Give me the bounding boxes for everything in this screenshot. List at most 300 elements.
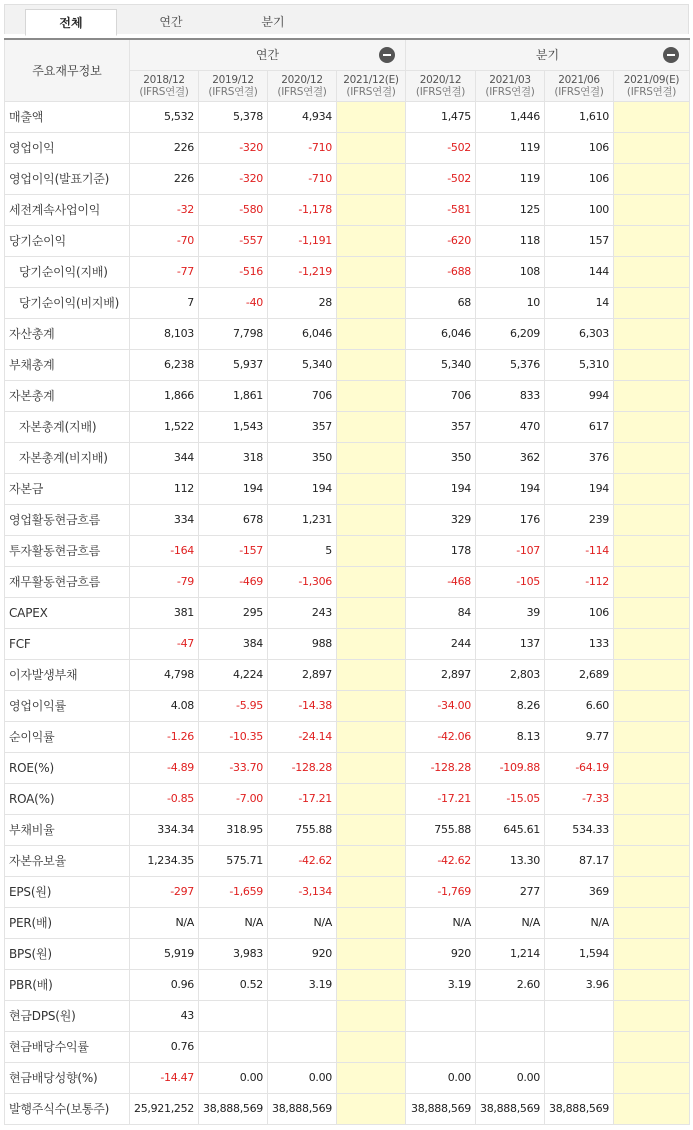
table-cell: [337, 814, 406, 845]
table-cell: [545, 1031, 614, 1062]
table-cell: 376: [545, 442, 614, 473]
table-row: [5, 814, 690, 845]
table-cell: 43: [130, 1000, 199, 1031]
table-cell: 2,803: [476, 659, 545, 690]
table-cell: 1,475: [406, 101, 476, 132]
table-cell: -109.88: [476, 752, 545, 783]
table-row: [5, 163, 690, 194]
tab-all[interactable]: 전체: [25, 9, 117, 36]
period-header: [337, 70, 406, 101]
table-cell: 1,231: [268, 504, 337, 535]
period-header: [545, 70, 614, 101]
row-label: PBR(배): [5, 969, 130, 1000]
table-cell: [614, 721, 690, 752]
row-label: 이자발생부채: [5, 659, 130, 690]
table-cell: 106: [545, 132, 614, 163]
table-row: [5, 597, 690, 628]
table-cell: 381: [130, 597, 199, 628]
period-header: [268, 70, 337, 101]
table-cell: -502: [406, 163, 476, 194]
table-cell: [406, 1031, 476, 1062]
group-header-annual: [130, 39, 406, 70]
table-cell: 5: [268, 535, 337, 566]
table-cell: [614, 814, 690, 845]
table-cell: -10.35: [199, 721, 268, 752]
row-label: 당기순이익(지배): [5, 256, 130, 287]
table-cell: [199, 1000, 268, 1031]
table-cell: 0.76: [130, 1031, 199, 1062]
table-row: [5, 442, 690, 473]
table-cell: 68: [406, 287, 476, 318]
row-label: PER(배): [5, 907, 130, 938]
tab-quarterly[interactable]: 분기: [261, 15, 285, 29]
table-cell: 6,046: [268, 318, 337, 349]
row-label: 자본금: [5, 473, 130, 504]
table-row: [5, 473, 690, 504]
table-cell: [614, 783, 690, 814]
table-row: [5, 132, 690, 163]
row-label: 세전계속사업이익: [5, 194, 130, 225]
table-row: [5, 1000, 690, 1031]
row-label: 현금배당성향(%): [5, 1062, 130, 1093]
table-cell: [614, 473, 690, 504]
table-cell: 5,376: [476, 349, 545, 380]
table-cell: -14.38: [268, 690, 337, 721]
table-cell: [614, 969, 690, 1000]
table-cell: 119: [476, 163, 545, 194]
table-cell: 988: [268, 628, 337, 659]
table-cell: N/A: [130, 907, 199, 938]
table-cell: [614, 194, 690, 225]
table-cell: 112: [130, 473, 199, 504]
collapse-quarterly-icon[interactable]: [663, 47, 679, 63]
period-basis: (IFRS연결): [626, 85, 677, 98]
table-cell: 350: [406, 442, 476, 473]
row-label: 투자활동현금흐름: [5, 535, 130, 566]
row-label: 매출액: [5, 101, 130, 132]
table-row: [5, 721, 690, 752]
table-cell: -17.21: [406, 783, 476, 814]
table-cell: 2.60: [476, 969, 545, 1000]
table-cell: [337, 690, 406, 721]
table-cell: -7.33: [545, 783, 614, 814]
period-basis: (IFRS연결): [277, 85, 327, 98]
table-cell: 38,888,569: [199, 1093, 268, 1124]
row-label: 자본총계(지배): [5, 411, 130, 442]
table-cell: 194: [476, 473, 545, 504]
table-cell: 8.26: [476, 690, 545, 721]
table-cell: [614, 380, 690, 411]
table-cell: 329: [406, 504, 476, 535]
table-cell: 1,446: [476, 101, 545, 132]
period-header: [476, 70, 545, 101]
table-cell: 755.88: [268, 814, 337, 845]
table-cell: -105: [476, 566, 545, 597]
table-cell: 6,303: [545, 318, 614, 349]
table-cell: -557: [199, 225, 268, 256]
table-cell: 157: [545, 225, 614, 256]
group-header-quarterly: [406, 39, 690, 70]
table-cell: N/A: [268, 907, 337, 938]
table-cell: [614, 1031, 690, 1062]
table-cell: [337, 628, 406, 659]
table-cell: -581: [406, 194, 476, 225]
table-cell: [337, 535, 406, 566]
table-cell: -128.28: [406, 752, 476, 783]
table-cell: [614, 504, 690, 535]
table-cell: [545, 1062, 614, 1093]
table-cell: 334.34: [130, 814, 199, 845]
table-cell: -297: [130, 876, 199, 907]
table-cell: 0.96: [130, 969, 199, 1000]
table-row: [5, 752, 690, 783]
table-cell: [337, 225, 406, 256]
table-cell: 106: [545, 163, 614, 194]
table-cell: 6,046: [406, 318, 476, 349]
table-cell: [614, 1093, 690, 1124]
table-row: [5, 969, 690, 1000]
table-row: [5, 504, 690, 535]
table-cell: [614, 690, 690, 721]
table-cell: -710: [268, 163, 337, 194]
table-cell: [614, 1000, 690, 1031]
table-cell: [476, 1031, 545, 1062]
table-cell: 470: [476, 411, 545, 442]
table-cell: -114: [545, 535, 614, 566]
period-basis: (IFRS연결): [208, 85, 258, 98]
table-cell: -3,134: [268, 876, 337, 907]
table-cell: N/A: [406, 907, 476, 938]
table-cell: -0.85: [130, 783, 199, 814]
table-cell: 920: [268, 938, 337, 969]
table-cell: 194: [406, 473, 476, 504]
row-label: 당기순이익(비지배): [5, 287, 130, 318]
table-cell: [614, 907, 690, 938]
row-label: 영업이익: [5, 132, 130, 163]
table-cell: 0.52: [199, 969, 268, 1000]
period-date: 2021/03: [489, 73, 531, 86]
table-cell: 534.33: [545, 814, 614, 845]
table-cell: 334: [130, 504, 199, 535]
table-row: [5, 349, 690, 380]
row-label: 발행주식수(보통주): [5, 1093, 130, 1124]
period-basis: (IFRS연결): [554, 85, 604, 98]
table-cell: 1,522: [130, 411, 199, 442]
row-label: 영업이익률: [5, 690, 130, 721]
table-cell: 318: [199, 442, 268, 473]
table-cell: 1,543: [199, 411, 268, 442]
table-cell: N/A: [199, 907, 268, 938]
table-cell: 4,798: [130, 659, 199, 690]
table-cell: 137: [476, 628, 545, 659]
table-cell: -112: [545, 566, 614, 597]
table-cell: -1,306: [268, 566, 337, 597]
table-cell: -107: [476, 535, 545, 566]
table-cell: 244: [406, 628, 476, 659]
table-cell: -620: [406, 225, 476, 256]
table-cell: [268, 1031, 337, 1062]
table-cell: 125: [476, 194, 545, 225]
table-cell: 194: [545, 473, 614, 504]
period-date: 2020/12: [281, 73, 323, 86]
table-cell: 5,919: [130, 938, 199, 969]
table-cell: [614, 256, 690, 287]
table-cell: 1,861: [199, 380, 268, 411]
tab-annual[interactable]: 연간: [159, 15, 183, 29]
period-basis: (IFRS연결): [346, 85, 396, 98]
table-cell: -42.62: [406, 845, 476, 876]
table-cell: 178: [406, 535, 476, 566]
table-row: [5, 938, 690, 969]
table-row: [5, 907, 690, 938]
table-cell: 5,378: [199, 101, 268, 132]
table-cell: -40: [199, 287, 268, 318]
table-cell: [337, 721, 406, 752]
table-row: [5, 225, 690, 256]
table-cell: -1,659: [199, 876, 268, 907]
row-label: 부채비율: [5, 814, 130, 845]
table-cell: [337, 783, 406, 814]
table-cell: -7.00: [199, 783, 268, 814]
table-cell: 833: [476, 380, 545, 411]
table-cell: [337, 1000, 406, 1031]
period-date: 2019/12: [212, 73, 254, 86]
table-cell: [614, 535, 690, 566]
table-cell: 277: [476, 876, 545, 907]
table-cell: -710: [268, 132, 337, 163]
table-cell: 226: [130, 163, 199, 194]
table-cell: [337, 101, 406, 132]
table-cell: -70: [130, 225, 199, 256]
row-label: 순이익률: [5, 721, 130, 752]
table-cell: 994: [545, 380, 614, 411]
table-cell: 1,610: [545, 101, 614, 132]
table-cell: [614, 101, 690, 132]
table-cell: -164: [130, 535, 199, 566]
financial-summary-table: [4, 38, 690, 1125]
table-cell: [614, 628, 690, 659]
period-date: 2018/12: [143, 73, 185, 86]
table-cell: -320: [199, 163, 268, 194]
row-label: 영업이익(발표기준): [5, 163, 130, 194]
table-cell: -580: [199, 194, 268, 225]
table-cell: 106: [545, 597, 614, 628]
table-cell: -15.05: [476, 783, 545, 814]
row-label: 현금DPS(원): [5, 1000, 130, 1031]
period-basis: (IFRS연결): [139, 85, 189, 98]
table-cell: [337, 380, 406, 411]
table-cell: [337, 566, 406, 597]
table-cell: [337, 163, 406, 194]
table-cell: 87.17: [545, 845, 614, 876]
table-cell: 3.96: [545, 969, 614, 1000]
table-cell: [337, 597, 406, 628]
period-header: [614, 70, 690, 101]
table-cell: [337, 907, 406, 938]
table-cell: -1,191: [268, 225, 337, 256]
table-cell: 7,798: [199, 318, 268, 349]
table-cell: [614, 163, 690, 194]
table-row: [5, 659, 690, 690]
table-cell: 3.19: [268, 969, 337, 1000]
row-label: FCF: [5, 628, 130, 659]
period-date: 2021/12(E): [343, 73, 399, 86]
table-cell: [614, 287, 690, 318]
table-cell: -34.00: [406, 690, 476, 721]
table-cell: 133: [545, 628, 614, 659]
period-date: 2021/06: [558, 73, 600, 86]
table-row: [5, 1093, 690, 1124]
table-cell: [614, 411, 690, 442]
table-cell: [614, 597, 690, 628]
table-cell: 13.30: [476, 845, 545, 876]
table-cell: 575.71: [199, 845, 268, 876]
table-row: [5, 380, 690, 411]
table-cell: 1,214: [476, 938, 545, 969]
table-row: [5, 876, 690, 907]
view-tab-bar: [4, 4, 689, 34]
table-cell: [614, 132, 690, 163]
table-cell: 755.88: [406, 814, 476, 845]
table-cell: [614, 752, 690, 783]
table-cell: 144: [545, 256, 614, 287]
row-label: EPS(원): [5, 876, 130, 907]
table-cell: 5,937: [199, 349, 268, 380]
table-cell: 350: [268, 442, 337, 473]
table-cell: 0.00: [268, 1062, 337, 1093]
table-cell: -24.14: [268, 721, 337, 752]
table-cell: [337, 1093, 406, 1124]
table-cell: -1.26: [130, 721, 199, 752]
row-label: 자본총계: [5, 380, 130, 411]
table-cell: 7: [130, 287, 199, 318]
table-cell: [337, 318, 406, 349]
table-row: [5, 535, 690, 566]
row-label: 영업활동현금흐름: [5, 504, 130, 535]
table-cell: [545, 1000, 614, 1031]
table-cell: 243: [268, 597, 337, 628]
table-cell: -79: [130, 566, 199, 597]
table-cell: [614, 845, 690, 876]
table-cell: 1,866: [130, 380, 199, 411]
table-cell: -14.47: [130, 1062, 199, 1093]
table-cell: -17.21: [268, 783, 337, 814]
table-row: [5, 194, 690, 225]
table-cell: [614, 566, 690, 597]
row-label: 자본총계(비지배): [5, 442, 130, 473]
table-row: [5, 287, 690, 318]
table-cell: [268, 1000, 337, 1031]
row-label: 자산총계: [5, 318, 130, 349]
table-cell: 318.95: [199, 814, 268, 845]
table-cell: 6.60: [545, 690, 614, 721]
table-cell: 3.19: [406, 969, 476, 1000]
table-row: [5, 411, 690, 442]
table-cell: 0.00: [406, 1062, 476, 1093]
table-cell: 362: [476, 442, 545, 473]
table-cell: 176: [476, 504, 545, 535]
table-cell: [337, 845, 406, 876]
table-cell: 38,888,569: [268, 1093, 337, 1124]
table-row: [5, 1062, 690, 1093]
table-row: [5, 1031, 690, 1062]
row-label: ROA(%): [5, 783, 130, 814]
row-label: 재무활동현금흐름: [5, 566, 130, 597]
table-cell: 8,103: [130, 318, 199, 349]
table-cell: [337, 194, 406, 225]
table-cell: 4,224: [199, 659, 268, 690]
table-cell: 920: [406, 938, 476, 969]
table-cell: -33.70: [199, 752, 268, 783]
table-cell: -469: [199, 566, 268, 597]
table-cell: 344: [130, 442, 199, 473]
table-cell: [337, 1031, 406, 1062]
table-row: [5, 845, 690, 876]
table-cell: 100: [545, 194, 614, 225]
group-label-annual: 연간: [255, 48, 280, 63]
table-cell: 4.08: [130, 690, 199, 721]
table-cell: 84: [406, 597, 476, 628]
table-cell: 3,983: [199, 938, 268, 969]
table-cell: [337, 752, 406, 783]
row-label: CAPEX: [5, 597, 130, 628]
collapse-annual-icon[interactable]: [379, 47, 395, 63]
table-cell: -4.89: [130, 752, 199, 783]
table-cell: 194: [268, 473, 337, 504]
table-cell: 2,897: [406, 659, 476, 690]
table-cell: -320: [199, 132, 268, 163]
table-cell: -64.19: [545, 752, 614, 783]
table-cell: 118: [476, 225, 545, 256]
table-row: [5, 256, 690, 287]
table-cell: 645.61: [476, 814, 545, 845]
table-cell: 119: [476, 132, 545, 163]
table-cell: 2,897: [268, 659, 337, 690]
row-label: 부채총계: [5, 349, 130, 380]
table-cell: [337, 256, 406, 287]
period-header: [406, 70, 476, 101]
row-label: BPS(원): [5, 938, 130, 969]
table-cell: 295: [199, 597, 268, 628]
table-cell: [476, 1000, 545, 1031]
table-cell: [199, 1031, 268, 1062]
table-cell: -42.06: [406, 721, 476, 752]
table-cell: [614, 876, 690, 907]
row-label: 현금배당수익률: [5, 1031, 130, 1062]
table-cell: 5,340: [268, 349, 337, 380]
period-header: [130, 70, 199, 101]
table-cell: [337, 938, 406, 969]
table-cell: [337, 287, 406, 318]
period-basis: (IFRS연결): [415, 85, 466, 98]
period-date: 2020/12: [419, 73, 462, 86]
period-date: 2021/09(E): [623, 73, 680, 86]
period-basis: (IFRS연결): [485, 85, 535, 98]
group-label-quarterly: 분기: [535, 48, 560, 63]
table-cell: [337, 504, 406, 535]
table-cell: 108: [476, 256, 545, 287]
table-cell: [614, 318, 690, 349]
table-cell: [614, 225, 690, 256]
table-cell: -502: [406, 132, 476, 163]
table-cell: 369: [545, 876, 614, 907]
table-cell: 5,310: [545, 349, 614, 380]
table-cell: [406, 1000, 476, 1031]
table-cell: 617: [545, 411, 614, 442]
table-cell: [337, 1062, 406, 1093]
table-cell: 38,888,569: [545, 1093, 614, 1124]
table-cell: 194: [199, 473, 268, 504]
